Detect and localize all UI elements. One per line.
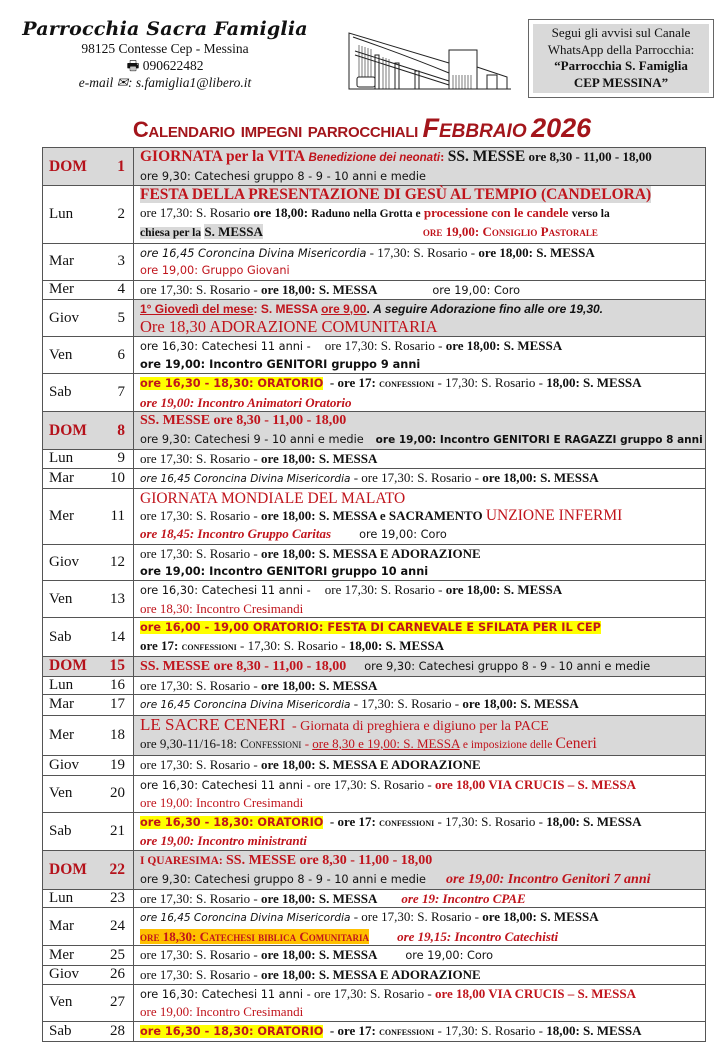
event-text: ore 9,30: Catechesi gruppo 8 - 9 - 10 anni e medie <box>140 873 426 886</box>
event-text: : <box>440 149 445 164</box>
event-line <box>140 186 705 204</box>
event-line <box>140 337 705 356</box>
event-text: ore 16,30: Catechesi 11 anni - <box>140 987 311 1001</box>
events-cell <box>134 812 706 850</box>
parish-address: 98125 Contesse Cep - Messina <box>81 41 249 56</box>
events-cell <box>134 908 706 946</box>
event-text: e imposizione delle <box>462 739 553 751</box>
date-cell: 4 <box>105 280 134 300</box>
event-text: FESTA DELLA PRESENTAZIONE DI GESÙ AL TEMPIO (CANDELORA) <box>140 186 652 203</box>
whatsapp-notice: Segui gli avvisi sul Canale WhatsApp della Parrocchia: “Parrocchia S. Famiglia CEP MESSINA” <box>528 19 714 98</box>
event-line <box>140 244 705 263</box>
weekday-cell: Ven <box>43 984 106 1021</box>
date-cell: 20 <box>105 775 134 812</box>
events-cell <box>134 412 706 450</box>
event-text: ore 16,30: Catechesi 11 anni - <box>140 584 311 597</box>
table-row <box>43 374 706 412</box>
parish-header <box>20 18 310 91</box>
date-cell: 18 <box>105 715 134 755</box>
events-cell <box>134 657 706 677</box>
date-cell: 15 <box>105 657 134 677</box>
weekday-cell: Ven <box>43 337 106 374</box>
event-text: S. MESSA <box>204 224 263 239</box>
weekday-cell: Giov <box>43 755 106 775</box>
parish-email: e-mail ✉: s.famiglia1@libero.it <box>78 75 252 90</box>
event-text: ore 9,00 <box>321 301 367 316</box>
event-text: 18,00: S. MESSA <box>546 1022 642 1038</box>
table-row <box>43 243 706 280</box>
events-cell <box>134 1021 706 1042</box>
events-cell <box>134 243 706 280</box>
event-line: ore 9,30: Catechesi gruppo 8 - 9 - 10 anni e medie <box>140 169 426 183</box>
event-line: ore 19,00: Incontro GENITORI gruppo 10 anni <box>140 564 429 578</box>
weekday-cell: Sab <box>43 812 106 850</box>
events-cell <box>134 775 706 812</box>
table-row <box>43 618 706 657</box>
table-row <box>43 468 706 489</box>
table-row <box>43 148 706 186</box>
weekday-cell: Mar <box>43 908 106 946</box>
events-cell <box>134 618 706 657</box>
date-cell: 21 <box>105 812 134 850</box>
event-text: Ceneri <box>555 735 597 752</box>
event-line: Ore 18,30 ADORAZIONE COMUNITARIA <box>140 317 438 336</box>
table-row <box>43 300 706 337</box>
event-line: ore 18,30: Incontro Cresimandi <box>140 600 304 616</box>
weekday-cell: Mer <box>43 280 106 300</box>
table-row <box>43 984 706 1021</box>
event-text: - 17,30: S. Rosario - <box>369 244 476 260</box>
event-text: ore 17,30: S. Rosario - <box>140 451 258 466</box>
event-text: ore 18,00: S. MESSA e SACRAMENTO <box>260 508 483 524</box>
table-row <box>43 545 706 581</box>
event-line <box>140 204 705 224</box>
date-cell: 25 <box>105 946 134 966</box>
event-text: ore 9,30-11/16-18: <box>140 736 237 751</box>
date-cell: 2 <box>105 186 134 244</box>
table-row <box>43 946 706 966</box>
weekday-cell: Mer <box>43 715 106 755</box>
date-cell: 17 <box>105 695 134 716</box>
event-text: confessioni <box>379 816 435 829</box>
date-cell: 1 <box>105 148 134 186</box>
event-text: ore 19,00: Consiglio Pastorale <box>422 224 598 239</box>
event-text: ore 17,30: S. Rosario - <box>140 890 258 906</box>
table-row <box>43 755 706 775</box>
event-text: ore 16,30 - 18,30: ORATORIO <box>140 1024 324 1038</box>
event-line <box>140 776 705 795</box>
event-line <box>140 908 705 928</box>
table-row <box>43 337 706 374</box>
event-text: ore 19,00: Incontro GENITORI E RAGAZZI gruppo 8 anni <box>375 433 703 446</box>
table-row <box>43 450 706 469</box>
event-text: - ore 17: <box>329 1022 376 1038</box>
date-cell: 14 <box>105 618 134 657</box>
event-text: ore 17,30: S. Rosario - <box>140 757 258 773</box>
date-cell: 22 <box>105 850 134 889</box>
date-cell: 23 <box>105 889 134 908</box>
table-row <box>43 676 706 695</box>
event-line <box>140 716 705 736</box>
event-text: ore 17,30: S. Rosario - <box>324 582 443 597</box>
event-text: ore 18,00: S. MESSA <box>478 244 595 260</box>
event-text: - ore 17,30: S. Rosario - <box>353 909 479 924</box>
event-text: - 17,30: S. Rosario - <box>437 1022 543 1038</box>
event-text: ore 17,30: S. Rosario - <box>140 677 258 693</box>
date-cell: 5 <box>105 300 134 337</box>
events-cell <box>134 148 706 186</box>
weekday-cell: Giov <box>43 965 106 984</box>
event-text: - Giornata di preghiera e digiuno per la PACE <box>291 718 549 734</box>
events-cell <box>134 946 706 966</box>
event-line <box>140 223 705 243</box>
date-cell: 7 <box>105 374 134 412</box>
events-cell <box>134 337 706 374</box>
table-row <box>43 889 706 908</box>
event-text: ore 19,00: Coro <box>359 527 447 541</box>
event-text: ore 9,30: Catechesi 9 - 10 anni e medie <box>140 432 364 446</box>
event-text: ore 18,00: S. MESSA <box>482 909 599 924</box>
event-text: - 17,30: S. Rosario - <box>240 637 346 653</box>
event-text: ore 17,30: S. Rosario - <box>313 776 432 792</box>
date-cell: 26 <box>105 965 134 984</box>
date-cell: 13 <box>105 581 134 618</box>
event-text: confessioni <box>379 1025 435 1038</box>
weekday-cell: DOM <box>43 850 106 889</box>
date-cell: 27 <box>105 984 134 1021</box>
event-text: ore 16,45 Coroncina Divina Misericordia <box>140 246 367 260</box>
event-text: ore 18,00: S. MESSA <box>445 582 563 597</box>
event-text: ore 16,45 Coroncina Divina Misericordia <box>140 699 351 711</box>
events-cell <box>134 965 706 984</box>
weekday-cell: Mar <box>43 243 106 280</box>
events-cell <box>134 755 706 775</box>
table-row <box>43 412 706 450</box>
event-line <box>140 374 705 394</box>
event-text: Benedizione dei neonati <box>308 152 441 164</box>
event-text: GIORNATA per la VITA <box>140 148 306 165</box>
events-cell <box>134 468 706 489</box>
event-text: verso la <box>571 207 610 220</box>
event-text: ore 8,30 - 11,00 - 18,00 <box>528 149 652 164</box>
weekday-cell: Ven <box>43 581 106 618</box>
event-text: ore 18,00: S. MESSA <box>462 696 579 711</box>
event-text: ore 18,45: Incontro Gruppo Caritas <box>140 525 332 541</box>
weekday-cell: Lun <box>43 889 106 908</box>
event-text: ore 19,00: Coro <box>432 283 521 297</box>
event-text: ore 18,00 VIA CRUCIS – S. MESSA <box>434 985 637 1001</box>
event-text: Confessioni <box>240 736 302 751</box>
weekday-cell: Mar <box>43 695 106 716</box>
event-line: SS. MESSE ore 8,30 - 11,00 - 18,00 <box>140 413 347 428</box>
event-text: ore 16,45 Coroncina Divina Misericordia <box>140 912 351 924</box>
event-text: ore 18,00: S. MESSA <box>260 947 378 962</box>
event-text: I QUARESIMA: <box>140 854 223 867</box>
events-cell <box>134 889 706 908</box>
event-text: processione con le candele <box>423 204 569 220</box>
event-text: chiesa per la <box>140 227 202 239</box>
event-text: - ore 17: <box>329 375 376 390</box>
events-cell <box>134 545 706 581</box>
event-line <box>140 870 705 889</box>
event-text: - 17,30: S. Rosario - <box>437 813 543 829</box>
weekday-cell: Lun <box>43 186 106 244</box>
table-row <box>43 908 706 946</box>
event-line <box>140 148 705 168</box>
event-text: ore 16,00 - 19,00 ORATORIO: FESTA DI CARNEVALE E SFILATA PER IL CEP <box>140 621 601 634</box>
event-line <box>140 637 705 657</box>
event-text: ore 16,30 - 18,30: ORATORIO <box>140 377 324 390</box>
weekday-cell: Giov <box>43 545 106 581</box>
envelope-icon: ✉ <box>116 75 128 90</box>
event-text: . <box>366 301 370 316</box>
weekday-cell: Sab <box>43 1021 106 1042</box>
event-line: GIORNATA MONDIALE DEL MALATO <box>140 489 406 507</box>
event-text: ore 19,00: Incontro Genitori 7 anni <box>445 872 651 887</box>
calendar-table <box>42 147 706 1042</box>
event-line <box>140 301 705 319</box>
event-line <box>140 430 705 450</box>
church-logo-icon <box>345 25 515 93</box>
event-text: ore 18,00: <box>253 204 309 220</box>
event-text: ore 17,30: S. Rosario - <box>140 281 258 297</box>
weekday-cell: Mer <box>43 946 106 966</box>
event-line: ore 19,00: Incontro GENITORI gruppo 9 anni <box>140 357 421 371</box>
event-line: ore 19,00: Incontro Animatori Oratorio <box>140 394 352 410</box>
weekday-cell: Sab <box>43 618 106 657</box>
weekday-cell: Lun <box>43 676 106 695</box>
event-text: 18,00: S. MESSA <box>348 637 445 653</box>
date-cell: 16 <box>105 676 134 695</box>
date-cell: 3 <box>105 243 134 280</box>
event-text: A seguire Adorazione fino alle ore 19,30. <box>373 301 604 316</box>
events-cell <box>134 676 706 695</box>
event-text: - ore 17: <box>329 813 376 829</box>
events-cell <box>134 300 706 337</box>
events-cell <box>134 695 706 716</box>
event-text: 18,00: S. MESSA <box>546 813 642 829</box>
table-row <box>43 1021 706 1042</box>
date-cell: 12 <box>105 545 134 581</box>
weekday-cell: Mer <box>43 489 106 545</box>
event-line <box>140 735 705 755</box>
event-text: LE SACRE CENERI <box>140 714 286 734</box>
weekday-cell: DOM <box>43 657 106 677</box>
event-text: SS. MESSE <box>447 148 526 165</box>
event-text: ore 17,30: S. Rosario - <box>140 546 258 561</box>
event-text: ore 19,00: Coro <box>405 949 494 962</box>
event-text: confessioni <box>379 378 435 390</box>
events-cell <box>134 715 706 755</box>
table-row <box>43 695 706 716</box>
event-line: ore 19,00: Incontro ministranti <box>140 833 307 848</box>
events-cell <box>134 450 706 469</box>
event-line <box>140 928 705 946</box>
email-link[interactable]: s.famiglia1@libero.it <box>135 75 252 90</box>
event-text: ore 18,00: S. MESSA <box>260 281 378 297</box>
event-text: - 17,30: S. Rosario - <box>353 696 460 711</box>
event-text: ore 16,30 - 18,30: ORATORIO <box>140 815 324 829</box>
event-line: ore 19,00: Incontro Cresimandi <box>140 1004 304 1019</box>
event-text: ore 17,30: S. Rosario - <box>313 985 432 1001</box>
event-text: ore 18,00: S. MESSA E ADORAZIONE <box>260 966 481 982</box>
event-text: ore 18,00: S. MESSA E ADORAZIONE <box>260 757 481 773</box>
event-line <box>140 985 705 1004</box>
event-text: - ore 17,30: S. Rosario - <box>353 469 479 485</box>
event-text: Raduno nella Grotta e <box>311 207 421 220</box>
event-text: ore 18,00 VIA CRUCIS – S. MESSA <box>434 776 637 792</box>
weekday-cell: Sab <box>43 374 106 412</box>
date-cell: 28 <box>105 1021 134 1042</box>
event-text: 18,00: S. MESSA <box>546 375 642 390</box>
event-text: : S. MESSA <box>253 301 318 316</box>
event-line: ore 19,00: Gruppo Giovani <box>140 264 290 277</box>
date-cell: 24 <box>105 908 134 946</box>
event-text: ore 16,30: Catechesi 11 anni - <box>140 778 311 792</box>
event-text: ore 16,45 Coroncina Divina Misericordia <box>140 472 351 485</box>
event-line: ore 19,00: Incontro Cresimandi <box>140 795 304 810</box>
event-text: SS. MESSE ore 8,30 - 11,00 - 18,00 <box>226 852 433 868</box>
table-row <box>43 489 706 545</box>
event-text: ore 18,00: S. MESSA <box>482 469 599 485</box>
event-text: ore 18,00: S. MESSA <box>260 890 378 906</box>
table-row <box>43 775 706 812</box>
table-row <box>43 850 706 889</box>
date-cell: 8 <box>105 412 134 450</box>
events-cell <box>134 374 706 412</box>
event-text: ore 18,00: S. MESSA <box>260 451 378 466</box>
event-text: ore 16,30: Catechesi 11 anni - <box>140 340 311 353</box>
date-cell: 6 <box>105 337 134 374</box>
event-line <box>140 525 705 544</box>
date-cell: 11 <box>105 489 134 545</box>
table-row <box>43 186 706 244</box>
event-text: 1° Giovedì del mese <box>140 301 254 316</box>
event-text: SS. MESSE ore 8,30 - 11,00 - 18,00 <box>140 659 347 674</box>
event-text: ore 17: <box>140 637 179 653</box>
event-line <box>140 545 705 563</box>
fax-icon: 🖶 <box>126 58 140 73</box>
weekday-cell: Mar <box>43 468 106 489</box>
table-row <box>43 965 706 984</box>
event-text: ore 8,30 e 19,00: S. MESSA <box>312 736 460 751</box>
table-row <box>43 280 706 300</box>
event-text: - 17,30: S. Rosario - <box>437 375 543 390</box>
events-cell <box>134 186 706 244</box>
events-cell <box>134 850 706 889</box>
event-text: ore 18,30: Catechesi biblica Comunitaria <box>140 928 370 944</box>
event-line <box>140 851 705 871</box>
event-text: ore 17,30: S. Rosario - <box>140 966 258 982</box>
weekday-cell: Ven <box>43 775 106 812</box>
event-text: ore 17,30: S. Rosario - <box>140 508 258 524</box>
event-text: - <box>304 736 310 751</box>
event-text: ore 18,00: S. MESSA <box>260 677 378 693</box>
events-cell <box>134 280 706 300</box>
event-line <box>140 581 705 600</box>
event-text: ore 19: Incontro CPAE <box>401 890 526 906</box>
date-cell: 9 <box>105 450 134 469</box>
date-cell: 19 <box>105 755 134 775</box>
table-row <box>43 812 706 850</box>
event-line <box>140 813 705 833</box>
weekday-cell: Giov <box>43 300 106 337</box>
events-cell <box>134 489 706 545</box>
event-text: ore 17,30: S. Rosario - <box>140 947 258 962</box>
event-text: ore 17,30: S. Rosario - <box>324 338 443 353</box>
event-line <box>140 618 705 637</box>
event-text: ore 9,30: Catechesi gruppo 8 - 9 - 10 anni e medie <box>364 660 651 673</box>
event-text: confessioni <box>181 640 237 653</box>
event-text: UNZIONE INFERMI <box>485 507 623 525</box>
weekday-cell: DOM <box>43 412 106 450</box>
table-row <box>43 657 706 677</box>
weekday-cell: DOM <box>43 148 106 186</box>
table-row <box>43 581 706 618</box>
date-cell: 10 <box>105 468 134 489</box>
event-text: ore 19,15: Incontro Catechisti <box>397 928 559 944</box>
parish-phone: 🖶 090622482 <box>126 58 204 73</box>
events-cell <box>134 581 706 618</box>
page-title: Calendario impegni parrocchiali Febbraio 2026 <box>132 113 592 143</box>
whatsapp-channel-name: “Parrocchia S. Famiglia <box>554 58 688 73</box>
event-line <box>140 507 705 525</box>
event-text: ore 18,00: S. MESSA E ADORAZIONE <box>260 546 481 561</box>
table-row <box>43 715 706 755</box>
events-cell <box>134 984 706 1021</box>
weekday-cell: Lun <box>43 450 106 469</box>
parish-name: Parrocchia Sacra Famiglia <box>22 18 308 40</box>
event-text: ore 18,00: S. MESSA <box>445 338 563 353</box>
event-text: ore 17,30: S. Rosario <box>140 204 251 220</box>
